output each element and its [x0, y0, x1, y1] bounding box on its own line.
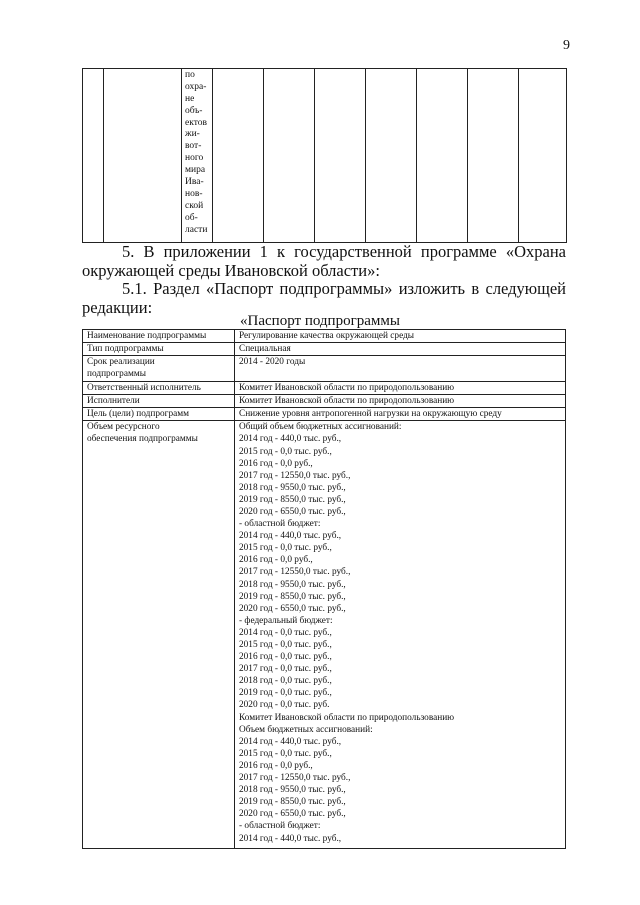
passport-value-line: 2018 год - 0,0 тыс. руб., [239, 676, 332, 687]
passport-value-line: 2015 год - 0,0 тыс. руб., [239, 748, 332, 759]
fragment-word: ласти [185, 224, 208, 235]
passport-value-line: Специальная [239, 344, 291, 355]
passport-label-line: Срок реализации [87, 357, 155, 368]
passport-value-line: 2019 год - 8550,0 тыс. руб., [239, 494, 346, 505]
passport-value-line: - областной бюджет: [239, 821, 321, 832]
table-row [83, 408, 566, 421]
paragraph-section-change [82, 279, 566, 317]
passport-value-line: 2019 год - 8550,0 тыс. руб., [239, 797, 346, 808]
passport-table [82, 329, 566, 849]
table-row [83, 394, 566, 407]
passport-value-line: 2015 год - 0,0 тыс. руб., [239, 543, 332, 554]
passport-value-line: 2020 год - 6550,0 тыс. руб., [239, 809, 346, 820]
passport-label-cell [83, 408, 235, 421]
table-cell [264, 69, 315, 243]
fragment-word: по [185, 70, 195, 80]
passport-value-cell [235, 330, 566, 343]
passport-value-cell [235, 408, 566, 421]
fragment-word: Ива- [185, 177, 204, 188]
fragment-word-cell [182, 69, 213, 243]
passport-label-line: Ответственный исполнитель [87, 382, 201, 393]
passport-value-line: 2020 год - 6550,0 тыс. руб., [239, 506, 346, 517]
passport-value-cell [235, 421, 566, 849]
passport-value-line: 2014 год - 440,0 тыс. руб., [239, 434, 342, 445]
passport-value-line: Объем бюджетных ассигнований: [239, 724, 373, 735]
table-cell [213, 69, 264, 243]
passport-label-line: Объем ресурсного [87, 422, 160, 433]
fragment-word: ектов [185, 117, 207, 128]
passport-value-line: 2016 год - 0,0 руб., [239, 555, 313, 566]
passport-label-cell [83, 330, 235, 343]
passport-value-line: 2015 год - 0,0 тыс. руб., [239, 446, 332, 457]
table-row [83, 69, 567, 243]
passport-value-line: Общий объем бюджетных ассигнований: [239, 422, 402, 433]
fragment-word: объ- [185, 105, 203, 116]
passport-value-line: 2015 год - 0,0 тыс. руб., [239, 640, 332, 650]
passport-value-line: 2014 год - 440,0 тыс. руб., [239, 833, 342, 844]
passport-value-line: Регулирование качества окружающей среды [239, 331, 415, 341]
passport-label-line: Исполнители [87, 395, 140, 406]
passport-value-cell [235, 394, 566, 407]
fragment-word: нов- [185, 188, 203, 199]
passport-value-line: Снижение уровня антропогенной нагрузки на окружающую среду [239, 409, 502, 420]
fragment-word: об- [185, 212, 198, 223]
passport-label-cell [83, 356, 235, 381]
passport-value-line: - федеральный бюджет: [239, 615, 333, 626]
paragraph-line: окружающей среды Ивановской области»: [82, 261, 380, 280]
passport-value-line: 2020 год - 0,0 тыс. руб. [239, 700, 330, 711]
passport-value-line: 2017 год - 0,0 тыс. руб., [239, 664, 332, 675]
fragment-word: охра- [185, 81, 207, 92]
fragment-word: жи- [185, 129, 200, 140]
passport-label-line: подпрограммы [87, 369, 146, 380]
passport-value-line: 2018 год - 9550,0 тыс. руб., [239, 482, 346, 493]
passport-value-line: - областной бюджет: [239, 519, 321, 530]
passport-value-line: 2016 год - 0,0 руб., [239, 760, 313, 771]
passport-value-line: 2018 год - 9550,0 тыс. руб., [239, 579, 346, 590]
table-cell [104, 69, 182, 243]
passport-value-line: Комитет Ивановской области по природопользованию [239, 382, 455, 393]
table-row [83, 343, 566, 356]
fragment-word: не [185, 93, 195, 104]
passport-label-line: Наименование подпрограммы [87, 331, 207, 341]
passport-value-line: 2017 год - 12550,0 тыс. руб., [239, 773, 351, 784]
passport-label-cell [83, 421, 235, 849]
passport-value-line: 2014 год - 0,0 тыс. руб., [239, 627, 332, 638]
fragment-word: ской [185, 200, 204, 211]
table-cell [366, 69, 417, 243]
passport-label-cell [83, 394, 235, 407]
fragment-word: вот- [185, 141, 202, 152]
table-cell [83, 69, 104, 243]
passport-label-cell [83, 343, 235, 356]
fragment-word: мира [185, 165, 206, 176]
passport-label-line: Тип подпрограммы [87, 344, 164, 355]
passport-value-cell [235, 356, 566, 381]
passport-value-line: Комитет Ивановской области по природопользованию [239, 395, 455, 406]
paragraph-line: 5.1. Раздел «Паспорт подпрограммы» изложить в следующей [122, 279, 566, 298]
passport-value-line: 2018 год - 9550,0 тыс. руб., [239, 785, 346, 796]
passport-title: «Паспорт подпрограммы [240, 313, 400, 329]
continued-table-fragment [82, 68, 567, 243]
table-cell [468, 69, 519, 243]
paragraph-line: редакции: [82, 298, 153, 317]
passport-value-cell [235, 343, 566, 356]
table-row [83, 330, 566, 343]
passport-value-line: 2016 год - 0,0 тыс. руб., [239, 652, 332, 663]
passport-value-line: 2016 год - 0,0 руб., [239, 458, 313, 469]
passport-value-line: 2017 год - 12550,0 тыс. руб., [239, 470, 351, 481]
table-row [83, 356, 566, 381]
passport-label-line: обеспечения подпрограммы [87, 434, 198, 445]
passport-value-cell [235, 381, 566, 394]
passport-value-line: 2014 - 2020 годы [239, 357, 306, 368]
passport-value-line: 2019 год - 0,0 тыс. руб., [239, 688, 332, 699]
table-cell [519, 69, 567, 243]
passport-value-line: Комитет Ивановской области по природопользованию [239, 712, 455, 723]
passport-value-line: 2014 год - 440,0 тыс. руб., [239, 531, 342, 542]
fragment-word: ного [185, 153, 204, 164]
table-row [83, 421, 566, 849]
passport-value-line: 2017 год - 12550,0 тыс. руб., [239, 567, 351, 578]
passport-value-line: 2014 год - 440,0 тыс. руб., [239, 736, 342, 747]
passport-value-line: 2019 год - 8550,0 тыс. руб., [239, 591, 346, 602]
passport-label-line: Цель (цели) подпрограмм [87, 409, 189, 420]
paragraph-appendix-change [82, 242, 566, 280]
passport-value-line: 2020 год - 6550,0 тыс. руб., [239, 603, 346, 614]
page-number: 9 [563, 38, 570, 53]
paragraph-line: 5. В приложении 1 к государственной программе «Охрана [122, 242, 566, 261]
table-cell [417, 69, 468, 243]
table-cell [315, 69, 366, 243]
table-row [83, 381, 566, 394]
passport-label-cell [83, 381, 235, 394]
